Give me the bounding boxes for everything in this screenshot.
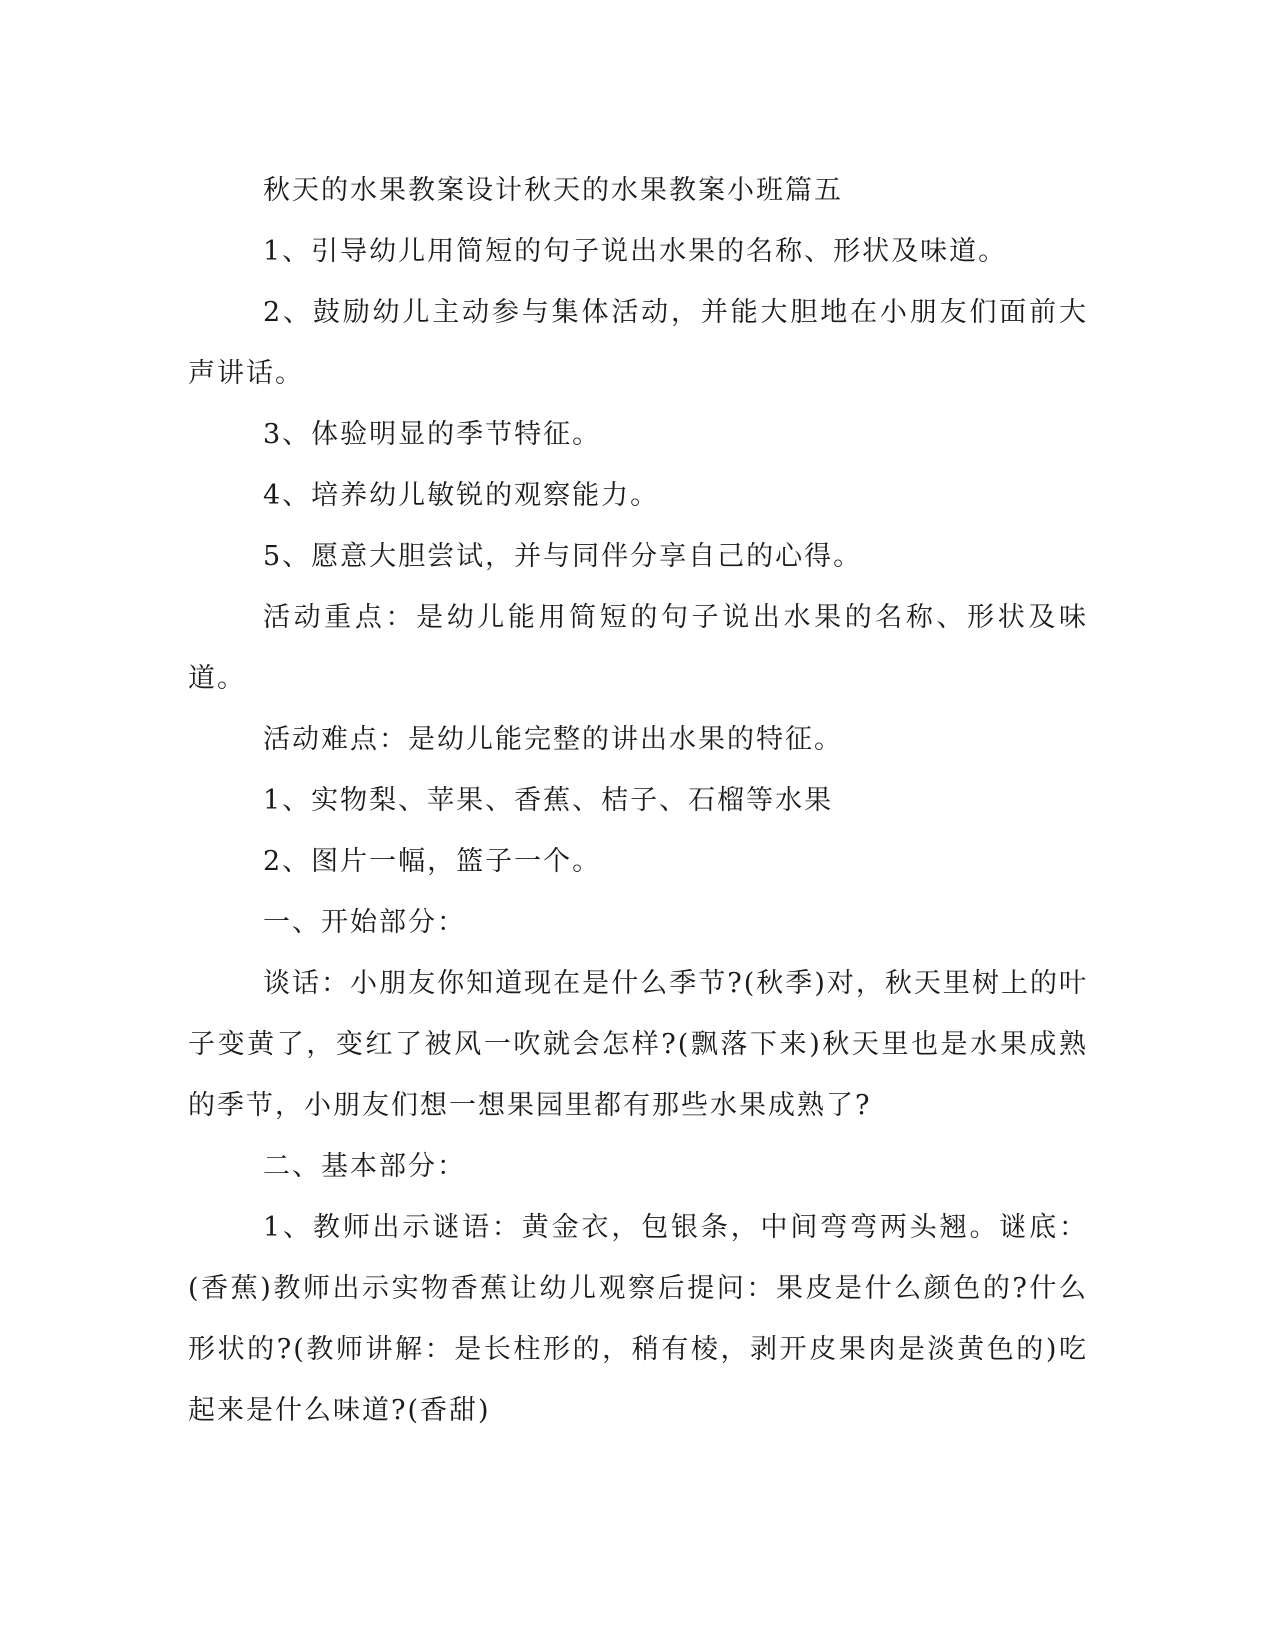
document-title: 秋天的水果教案设计秋天的水果教案小班篇五 <box>263 175 843 206</box>
material-item-1: 1、实物梨、苹果、香蕉、桔子、石榴等水果 <box>263 785 834 816</box>
activity-key-point: 活动重点：是幼儿能用简短的句子说出水果的名称、形状及味道。 <box>188 602 1088 694</box>
goal-item-1: 1、引导幼儿用简短的句子说出水果的名称、形状及味道。 <box>263 236 1008 267</box>
goal-item-4: 4、培养幼儿敏锐的观察能力。 <box>263 480 660 511</box>
section-heading-start: 一、开始部分： <box>263 907 466 938</box>
goal-item-3: 3、体验明显的季节特征。 <box>263 419 602 450</box>
goal-item-2: 2、鼓励幼儿主动参与集体活动，并能大胆地在小朋友们面前大声讲话。 <box>188 297 1088 389</box>
document-body <box>188 160 1088 1441</box>
riddle-paragraph: 1、教师出示谜语：黄金衣，包银条，中间弯弯两头翘。谜底：(香蕉)教师出示实物香蕉让幼儿观察后提问：果皮是什么颜色的?什么形状的?(教师讲解：是长柱形的，稍有棱，剥开皮果肉是淡黄色的)吃起来是什么味道?(香甜) <box>188 1212 1088 1426</box>
conversation-paragraph: 谈话：小朋友你知道现在是什么季节?(秋季)对，秋天里树上的叶子变黄了，变红了被风一吹就会怎样?(飘落下来)秋天里也是水果成熟的季节，小朋友们想一想果园里都有那些水果成熟了? <box>188 968 1088 1121</box>
goal-item-5: 5、愿意大胆尝试，并与同伴分享自己的心得。 <box>263 541 863 572</box>
activity-difficulty: 活动难点：是幼儿能完整的讲出水果的特征。 <box>263 724 843 755</box>
material-item-2: 2、图片一幅，篮子一个。 <box>263 846 602 877</box>
section-heading-basic: 二、基本部分： <box>263 1151 466 1182</box>
